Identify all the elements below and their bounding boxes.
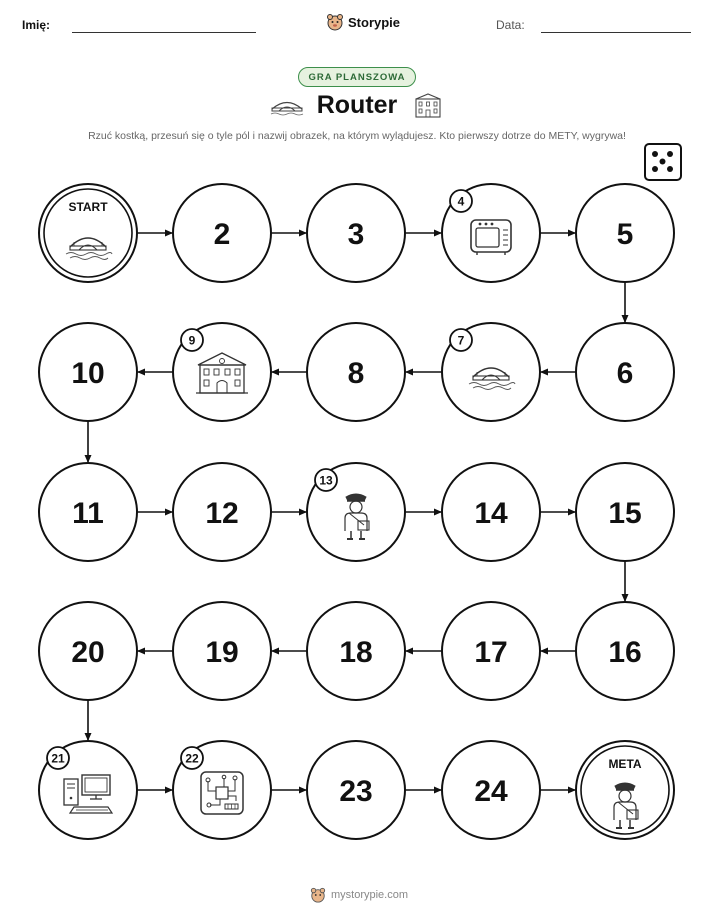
footer	[310, 887, 408, 903]
board-cell-8	[307, 323, 405, 421]
cell-number: 12	[205, 497, 239, 530]
board-cell-5	[576, 184, 674, 282]
start-label: START	[68, 200, 108, 214]
cell-number: 9	[188, 333, 196, 348]
board-cell-13	[307, 463, 405, 561]
board-cell-17	[442, 602, 540, 700]
storypie-mascot-icon	[310, 887, 326, 903]
cell-number: 22	[185, 751, 199, 766]
board-cell-4	[442, 184, 540, 282]
cell-number: 19	[205, 636, 239, 669]
cell-number: 20	[71, 636, 105, 669]
page-title: Router	[316, 91, 398, 119]
cell-number: 11	[72, 497, 104, 530]
board-cell-9	[173, 323, 271, 421]
instructions-text: Rzuć kostką, przesuń się o tyle pól i nazwij obrazek, na którym wylądujesz. Kto pierwszy dotrze do METY, wygrywa!	[88, 130, 626, 142]
board-cell-6	[576, 323, 674, 421]
cell-number: 18	[339, 636, 373, 669]
cell-number: 3	[347, 218, 365, 251]
name-label: Imię:	[22, 18, 51, 32]
board-cell-10	[39, 323, 137, 421]
board-cell-3	[307, 184, 405, 282]
cell-number: 8	[347, 357, 365, 390]
cell-number: 17	[474, 636, 508, 669]
cell-number: 15	[608, 497, 642, 530]
cell-number: 5	[616, 218, 634, 251]
cell-number: 7	[457, 333, 465, 348]
board-cell-16	[576, 602, 674, 700]
cell-number: 4	[457, 194, 465, 209]
board-cell-23	[307, 741, 405, 839]
cell-number: 2	[213, 218, 231, 251]
board-cells	[39, 184, 674, 839]
finish-label: META	[608, 757, 642, 771]
cell-number: 23	[339, 775, 373, 808]
date-label: Data:	[496, 18, 525, 32]
footer-url: mystorypie.com	[331, 889, 409, 901]
board-cell-11	[39, 463, 137, 561]
board-cell-22	[173, 741, 271, 839]
cell-number: 16	[608, 636, 642, 669]
board-cell-21	[39, 741, 137, 839]
start-cell	[39, 184, 137, 282]
finish-cell	[576, 741, 674, 839]
board-cell-20	[39, 602, 137, 700]
board-cell-15	[576, 463, 674, 561]
board-cell-19	[173, 602, 271, 700]
cell-number: 13	[319, 473, 333, 488]
cell-number: 14	[474, 497, 508, 530]
board-cell-18	[307, 602, 405, 700]
cell-circle	[39, 184, 137, 282]
board-cell-7	[442, 323, 540, 421]
cell-number: 24	[474, 775, 508, 808]
brand-name: Storypie	[348, 14, 401, 30]
game-type-badge: GRA PLANSZOWA	[298, 67, 416, 87]
board-cell-14	[442, 463, 540, 561]
board-cell-24	[442, 741, 540, 839]
cell-number: 21	[51, 751, 65, 766]
cell-number: 10	[71, 357, 105, 390]
board-cell-12	[173, 463, 271, 561]
cell-number: 6	[616, 357, 634, 390]
board-cell-2	[173, 184, 271, 282]
